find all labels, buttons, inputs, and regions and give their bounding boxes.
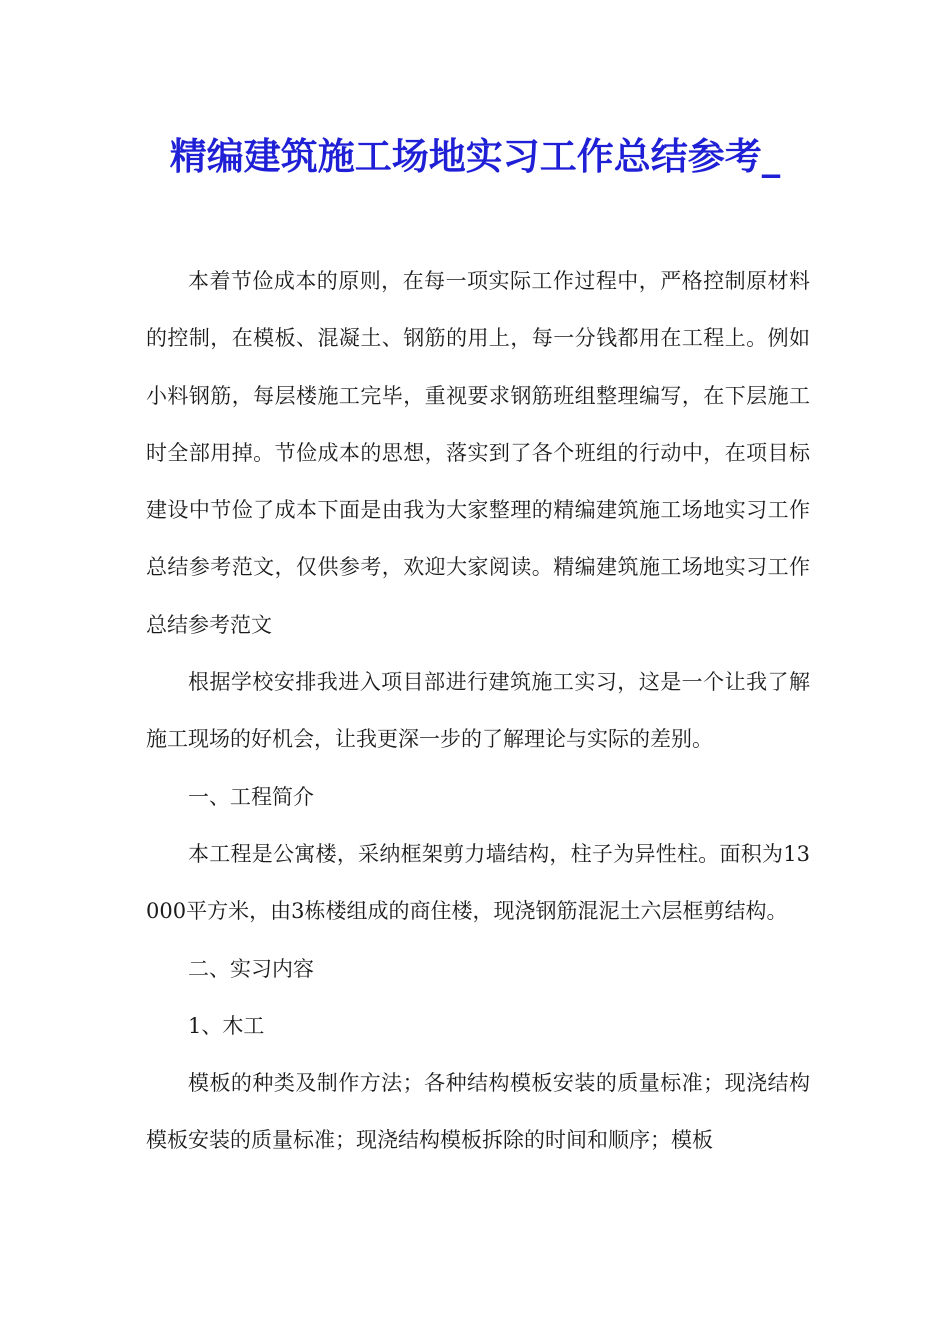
heading-carpentry: 1、木工: [188, 1013, 265, 1038]
paragraph-intro: 本着节俭成本的原则，在每一项实际工作过程中，严格控制原材料的控制，在模板、混凝土、钢筋的用上，每一分钱都用在工程上。例如小料钢筋，每层楼施工完毕，重视要求钢筋班组整理编写，在下层施工时全部用掉。节俭成本的思想，落实到了各个班组的行动中，在项目标建设中节俭了成本下面是由我为大家整理的精编建筑施工场地实习工作总结参考范文，仅供参考，欢迎大家阅读。精编建筑施工场地实习工作总结参考范文: [146, 269, 810, 637]
paragraph-internship-arrangement: 根据学校安排我进入项目部进行建筑施工实习，这是一个让我了解施工现场的好机会，让我更深一步的了解理论与实际的差别。: [146, 670, 810, 752]
heading-project-overview: 一、工程简介: [188, 784, 314, 809]
paragraph-project-description: 本工程是公寓楼，采纳框架剪力墙结构，柱子为异性柱。面积为13000平方米，由3栋楼组成的商住楼，现浇钢筋混泥土六层框剪结构。: [146, 841, 810, 924]
heading-internship-content: 二、实习内容: [188, 956, 314, 981]
document-body: [146, 253, 810, 1170]
paragraph-formwork: 模板的种类及制作方法；各种结构模板安装的质量标准；现浇结构模板安装的质量标准；现浇结构模板拆除的时间和顺序；模板: [146, 1071, 810, 1153]
document-title: 精编建筑施工场地实习工作总结参考_: [169, 134, 781, 178]
